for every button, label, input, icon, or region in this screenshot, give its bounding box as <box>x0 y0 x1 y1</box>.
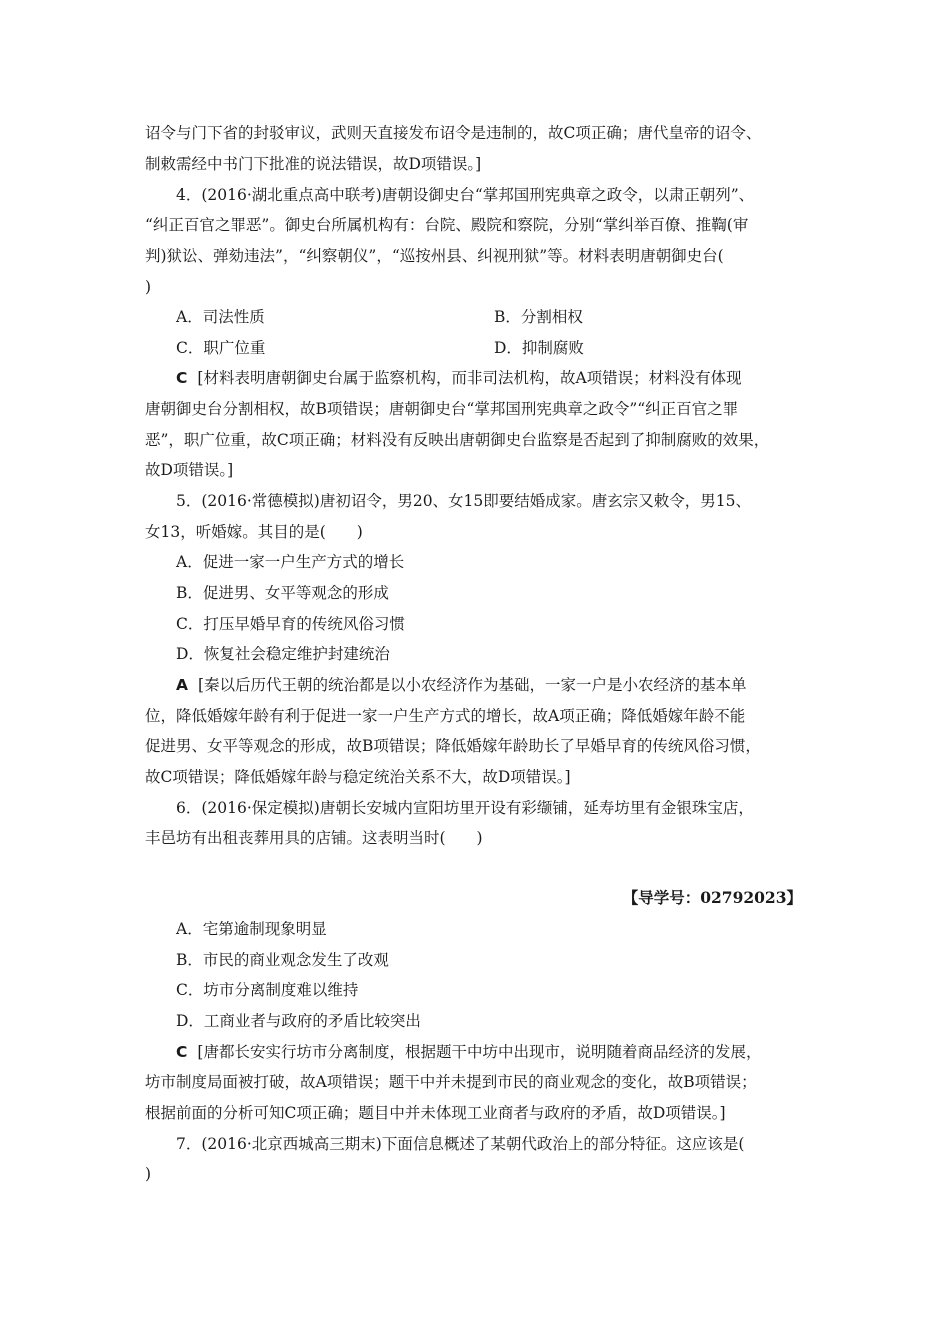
q5-option-c: C．打压早婚早育的传统风俗习惯 <box>176 615 405 633</box>
q6-explanation-text: [唐都长安实行坊市分离制度，根据题干中坊中出现市，说明随着商品经济的发展， <box>197 1043 762 1061</box>
q5-explanation-line-2: 位，降低婚嫁年龄有利于促进一家一户生产方式的增长，故A项正确；降低婚嫁年龄不能 <box>145 707 746 725</box>
q5-stem-line-2: 女13，听婚嫁。其目的是( ) <box>145 523 363 541</box>
q6-option-c: C．坊市分离制度难以维持 <box>176 981 359 999</box>
q6-answer: C <box>176 1043 188 1061</box>
q5-answer: A <box>176 676 188 694</box>
q6-option-d: D．工商业者与政府的矛盾比较突出 <box>176 1012 421 1030</box>
q6-stem-line-1: 6．(2016·保定模拟)唐朝长安城内宣阳坊里开设有彩缬铺，延寿坊里有金银珠宝店， <box>176 799 754 817</box>
q4-explanation-line-4: 故D项错误。] <box>145 461 234 479</box>
q5-explanation-line-1 <box>176 674 846 696</box>
q4-option-b: B．分割相权 <box>494 308 583 326</box>
q5-explanation-line-4: 故C项错误；降低婚嫁年龄与稳定统治关系不大，故D项错误。] <box>145 768 571 786</box>
guide-number: 【导学号：02792023】 <box>622 888 802 907</box>
q4-stem-line-1: 4．(2016·湖北重点高中联考)唐朝设御史台“掌邦国刑宪典章之政令，以肃正朝列”、 <box>176 186 755 204</box>
q5-explanation-text: [秦以后历代王朝的统治都是以小农经济作为基础，一家一户是小农经济的基本单 <box>198 676 747 694</box>
q4-option-c: C．职广位重 <box>176 339 266 357</box>
q5-option-a: A．促进一家一户生产方式的增长 <box>176 553 405 571</box>
q6-stem-line-2: 丰邑坊有出租丧葬用具的店铺。这表明当时( ) <box>145 829 483 847</box>
q4-option-d: D．抑制腐败 <box>494 339 584 357</box>
q4-answer: C <box>176 369 188 387</box>
q6-option-b: B．市民的商业观念发生了改观 <box>176 951 389 969</box>
q4-explanation-line-1 <box>176 367 846 389</box>
q3-explanation-line-2: 制敕需经中书门下批准的说法错误，故D项错误。] <box>145 155 482 173</box>
q4-option-a: A．司法性质 <box>176 308 265 326</box>
q5-option-d: D．恢复社会稳定维护封建统治 <box>176 645 390 663</box>
q4-explanation-line-2: 唐朝御史台分割相权，故B项错误；唐朝御史台“掌邦国刑宪典章之政令”“纠正百官之罪 <box>145 400 739 418</box>
q3-explanation-line-1: 诏令与门下省的封驳审议，武则天直接发布诏令是违制的，故C项正确；唐代皇帝的诏令、 <box>145 124 762 142</box>
q6-explanation-line-1 <box>176 1041 846 1063</box>
q4-explanation-text: [材料表明唐朝御史台属于监察机构，而非司法机构，故A项错误；材料没有体现 <box>197 369 742 387</box>
q5-explanation-line-3: 促进男、女平等观念的形成，故B项错误；降低婚嫁年龄助长了早婚早育的传统风俗习惯， <box>145 737 761 755</box>
q5-option-b: B．促进男、女平等观念的形成 <box>176 584 389 602</box>
q4-explanation-line-3: 恶”，职广位重，故C项正确；材料没有反映出唐朝御史台监察是否起到了抑制腐败的效果， <box>145 431 770 449</box>
q4-stem-line-4: ) <box>145 278 152 296</box>
q4-stem-line-2: “纠正百官之罪恶”。御史台所属机构有：台院、殿院和察院，分别“掌纠举百僚、推鞫(审 <box>145 216 749 234</box>
q7-stem-line-2: ) <box>145 1165 152 1183</box>
q4-stem-line-3: 判)狱讼、弹劾违法”，“纠察朝仪”，“巡按州县、纠视刑狱”等。材料表明唐朝御史台( <box>145 247 724 265</box>
q7-stem-line-1: 7．(2016·北京西城高三期末)下面信息概述了某朝代政治上的部分特征。这应该是( <box>176 1135 745 1153</box>
q6-option-a: A．宅第逾制现象明显 <box>176 920 327 938</box>
q5-stem-line-1: 5．(2016·常德模拟)唐初诏令，男20、女15即要结婚成家。唐玄宗又敕令，男15、 <box>176 492 752 510</box>
q6-explanation-line-3: 根据前面的分析可知C项正确；题目中并未体现工业商者与政府的矛盾，故D项错误。] <box>145 1104 726 1122</box>
q6-explanation-line-2: 坊市制度局面被打破，故A项错误；题干中并未提到市民的商业观念的变化，故B项错误； <box>145 1073 757 1091</box>
